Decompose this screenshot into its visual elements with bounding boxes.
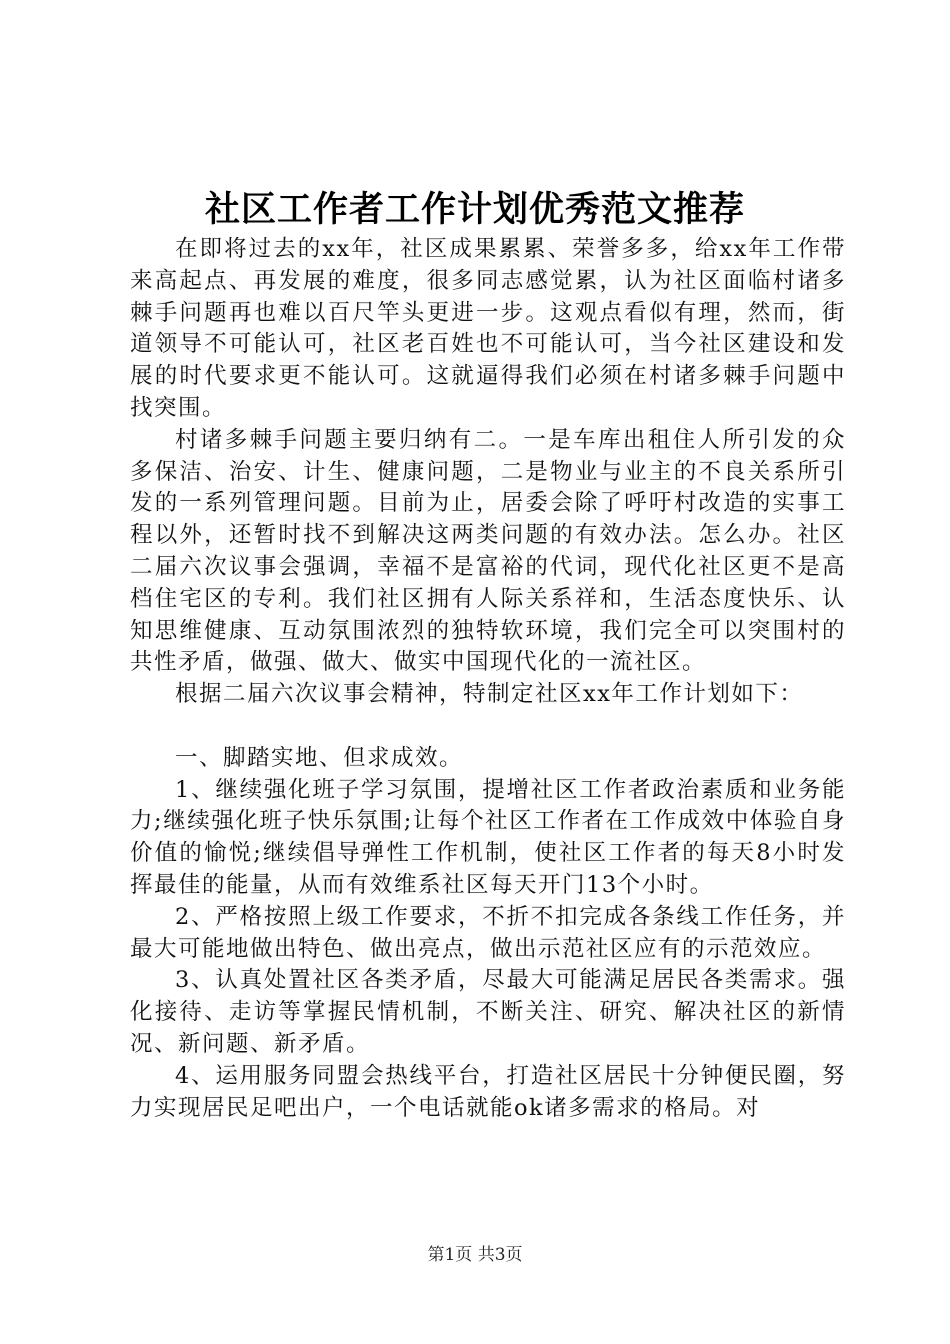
document-body <box>130 234 846 1124</box>
paragraph: 2、严格按照上级工作要求，不折不扣完成各条线工作任务，并最大可能地做出特色、做出亮点，做出示范社区应有的示范效应。 <box>130 903 846 962</box>
paragraph: 村诸多棘手问题主要归纳有二。一是车库出租住人所引发的众多保洁、治安、计生、健康问题，二是物业与业主的不良关系所引发的一系列管理问题。目前为止，居委会除了呼吁村改造的实事工程以外，还暂时找不到解决这两类问题的有效办法。怎么办。社区二届六次议事会强调，幸福不是富裕的代词，现代化社区更不是高档住宅区的专利。我们社区拥有人际关系祥和，生活态度快乐、认知思维健康、互动氛围浓烈的独特软环境，我们完全可以突围村的共性矛盾，做强、做大、做实中国现代化的一流社区。 <box>130 426 846 676</box>
page-footer: 第1页 共3页 <box>427 1245 523 1265</box>
paragraph: 1、继续强化班子学习氛围，提增社区工作者政治素质和业务能力;继续强化班子快乐氛围;让每个社区工作者在工作成效中体验自身价值的愉悦;继续倡导弹性工作机制，使社区工作者的每天8小时发挥最佳的能量，从而有效维系社区每天开门13个小时。 <box>130 776 846 898</box>
document-title: 社区工作者工作计划优秀范文推荐 <box>204 189 745 230</box>
paragraph: 3、认真处置社区各类矛盾，尽最大可能满足居民各类需求。强化接待、走访等掌握民情机制，不断关注、研究、解决社区的新情况、新问题、新矛盾。 <box>130 967 846 1057</box>
paragraph: 根据二届六次议事会精神，特制定社区xx年工作计划如下： <box>175 681 804 708</box>
paragraph: 4、运用服务同盟会热线平台，打造社区居民十分钟便民圈，努力实现居民足吧出户，一个电话就能ok诸多需求的格局。对 <box>130 1062 846 1121</box>
section-heading: 一、脚踏实地、但求成效。 <box>175 744 464 771</box>
paragraph: 在即将过去的xx年，社区成果累累、荣誉多多，给xx年工作带来高起点、再发展的难度，很多同志感觉累，认为社区面临村诸多棘手问题再也难以百尺竿头更进一步。这观点看似有理，然而，街道领导不可能认可，社区老百姓也不可能认可，当今社区建设和发展的时代要求更不能认可。这就逼得我们必须在村诸多棘手问题中找突围。 <box>130 236 846 421</box>
